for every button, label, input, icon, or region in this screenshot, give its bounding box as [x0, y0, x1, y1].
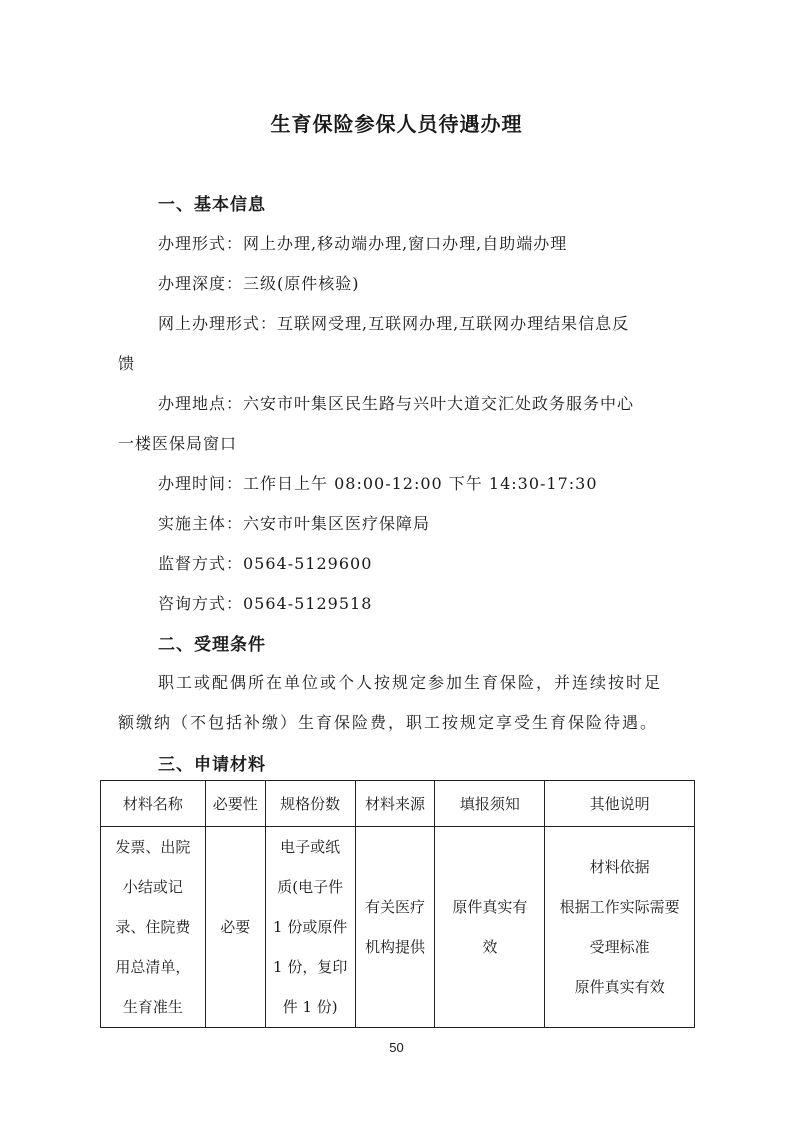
cell-line: 电子或纸	[280, 838, 341, 856]
header-notice: 填报须知	[435, 781, 545, 827]
cell-material-name	[101, 827, 206, 1028]
info-consult: 咨询方式：0564-5129518	[158, 594, 373, 613]
cell-source	[355, 827, 435, 1028]
cell-line: 有关医疗	[365, 898, 426, 916]
table-row	[101, 827, 695, 1028]
cell-line: 质(电子件	[277, 878, 344, 896]
table-header-row	[101, 781, 695, 827]
header-necessity: 必要性	[205, 781, 265, 827]
info-supervise: 监督方式：0564-5129600	[158, 554, 373, 573]
cell-line: 原件真实有	[452, 898, 528, 916]
cell-line: 小结或记	[122, 878, 183, 896]
info-subject: 实施主体：六安市叶集区医疗保障局	[158, 514, 431, 533]
cell-line: 1 份或原件	[273, 918, 348, 936]
header-spec: 规格份数	[265, 781, 355, 827]
cell-line: 发票、出院	[115, 838, 191, 856]
header-source: 材料来源	[355, 781, 435, 827]
condition-line2: 额缴纳（不包括补缴）生育保险费，职工按规定享受生育保险待遇。	[118, 713, 659, 732]
cell-line: 效	[482, 938, 498, 956]
cell-other	[545, 827, 695, 1028]
cell-line: 受理标准	[589, 938, 650, 956]
info-place-line1: 办理地点：六安市叶集区民生路与兴叶大道交汇处政务服务中心	[158, 394, 635, 413]
cell-line: 生育准生	[122, 998, 183, 1016]
cell-line: 件 1 份)	[282, 998, 338, 1016]
cell-necessity: 必要	[205, 827, 265, 1028]
cell-line: 材料依据	[589, 858, 650, 876]
cell-line: 1 份，复印	[273, 958, 348, 976]
cell-line: 原件真实有效	[574, 978, 665, 996]
info-online-line2: 馈	[118, 354, 136, 373]
materials-table	[100, 780, 695, 1028]
header-other: 其他说明	[545, 781, 695, 827]
info-online-line1: 网上办理形式：互联网受理,互联网办理,互联网办理结果信息反	[158, 314, 630, 333]
section-2-heading: 二、受理条件	[158, 635, 266, 655]
info-time: 办理时间：工作日上午 08:00-12:00 下午 14:30-17:30	[158, 474, 598, 493]
info-form: 办理形式：网上办理,移动端办理,窗口办理,自助端办理	[158, 234, 568, 253]
header-material-name: 材料名称	[101, 781, 206, 827]
condition-line1: 职工或配偶所在单位或个人按规定参加生育保险，并连续按时足	[158, 673, 663, 692]
cell-line: 根据工作实际需要	[559, 898, 680, 916]
page-number: 50	[389, 1040, 404, 1055]
info-place-line2: 一楼医保局窗口	[118, 434, 238, 453]
cell-line: 用总清单，	[115, 958, 191, 976]
cell-notice	[435, 827, 545, 1028]
cell-spec	[265, 827, 355, 1028]
section-3-heading: 三、申请材料	[158, 755, 266, 775]
cell-line: 录、住院费	[115, 918, 191, 936]
section-1-heading: 一、基本信息	[158, 195, 266, 215]
info-depth: 办理深度：三级(原件核验)	[158, 274, 360, 293]
page-title: 生育保险参保人员待遇办理	[270, 112, 523, 136]
cell-line: 机构提供	[365, 938, 426, 956]
